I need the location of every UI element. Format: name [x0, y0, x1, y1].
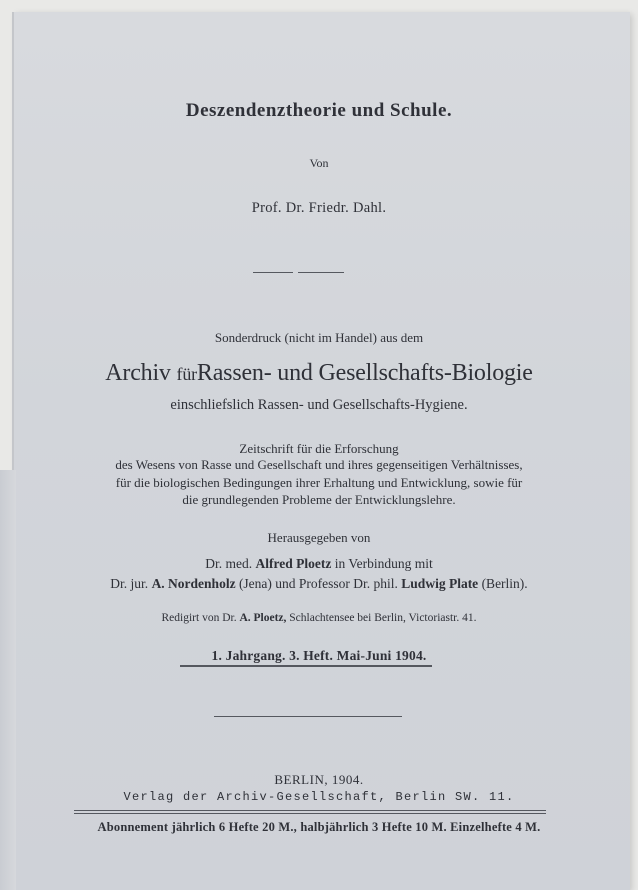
editor-prefix: Dr. med.: [205, 556, 253, 571]
issue-info: 1. Jahrgang. 3. Heft. Mai-Juni 1904.: [211, 648, 427, 663]
footer-rule-top: [74, 810, 546, 811]
footer-rule-bottom: [74, 813, 546, 814]
editor-suffix: (Berlin).: [481, 576, 528, 591]
offprint-note: Sonderdruck (nicht im Handel) aus dem: [214, 330, 424, 345]
journal-title-archiv: Archiv: [105, 360, 171, 386]
redigirt-suffix: Schlachtensee bei Berlin, Victoriastr. 41.: [289, 612, 477, 624]
published-by: Herausgegeben von: [267, 530, 371, 545]
divider-short-right: [298, 272, 344, 273]
description-line: die grundlegenden Probleme der Entwicklungslehre.: [182, 492, 456, 507]
editor-prefix: Dr. jur.: [110, 576, 149, 591]
issue-underline: [180, 665, 432, 667]
journal-title: [0, 360, 638, 387]
author: Prof. Dr. Friedr. Dahl.: [251, 200, 387, 216]
editor-middle: (Jena) und Professor Dr. phil.: [238, 576, 398, 591]
document-title: Deszendenztheorie und Schule.: [185, 100, 453, 121]
byline: Von: [309, 156, 329, 170]
editor-name: A. Nordenholz: [151, 576, 236, 591]
journal-subtitle: einschliefslich Rassen- und Gesellschafts-Hygiene.: [170, 397, 468, 413]
editors-line-2: [0, 576, 638, 592]
redigirt-line: [0, 612, 638, 624]
editors-line-1: [0, 556, 638, 572]
publisher: Verlag der Archiv-Gesellschaft, Berlin SW. 11.: [123, 790, 515, 804]
journal-title-fuer: für: [176, 364, 197, 384]
subscription-info: Abonnement jährlich 6 Hefte 20 M., halbjährlich 3 Hefte 10 M. Einzelhefte 4 M.: [97, 820, 541, 834]
editor-suffix: in Verbindung mit: [334, 556, 433, 571]
redigirt-name: A. Ploetz,: [239, 612, 287, 624]
description-line: für die biologischen Bedingungen ihrer Erhaltung und Entwicklung, sowie für: [115, 475, 523, 490]
editor-name: Ludwig Plate: [401, 576, 479, 591]
description-line: Zeitschrift für die Erforschung: [239, 441, 399, 456]
divider-long: [214, 716, 402, 717]
journal-title-rest: Rassen- und Gesellschafts-Biologie: [196, 360, 533, 386]
place-year: BERLIN, 1904.: [274, 772, 364, 787]
redigirt-prefix: Redigirt von Dr.: [161, 612, 237, 624]
editor-name: Alfred Ploetz: [255, 556, 332, 571]
description-line: des Wesens von Rasse und Gesellschaft und ihres gegenseitigen Verhältnisses,: [115, 457, 523, 472]
divider-short-left: [253, 272, 293, 273]
